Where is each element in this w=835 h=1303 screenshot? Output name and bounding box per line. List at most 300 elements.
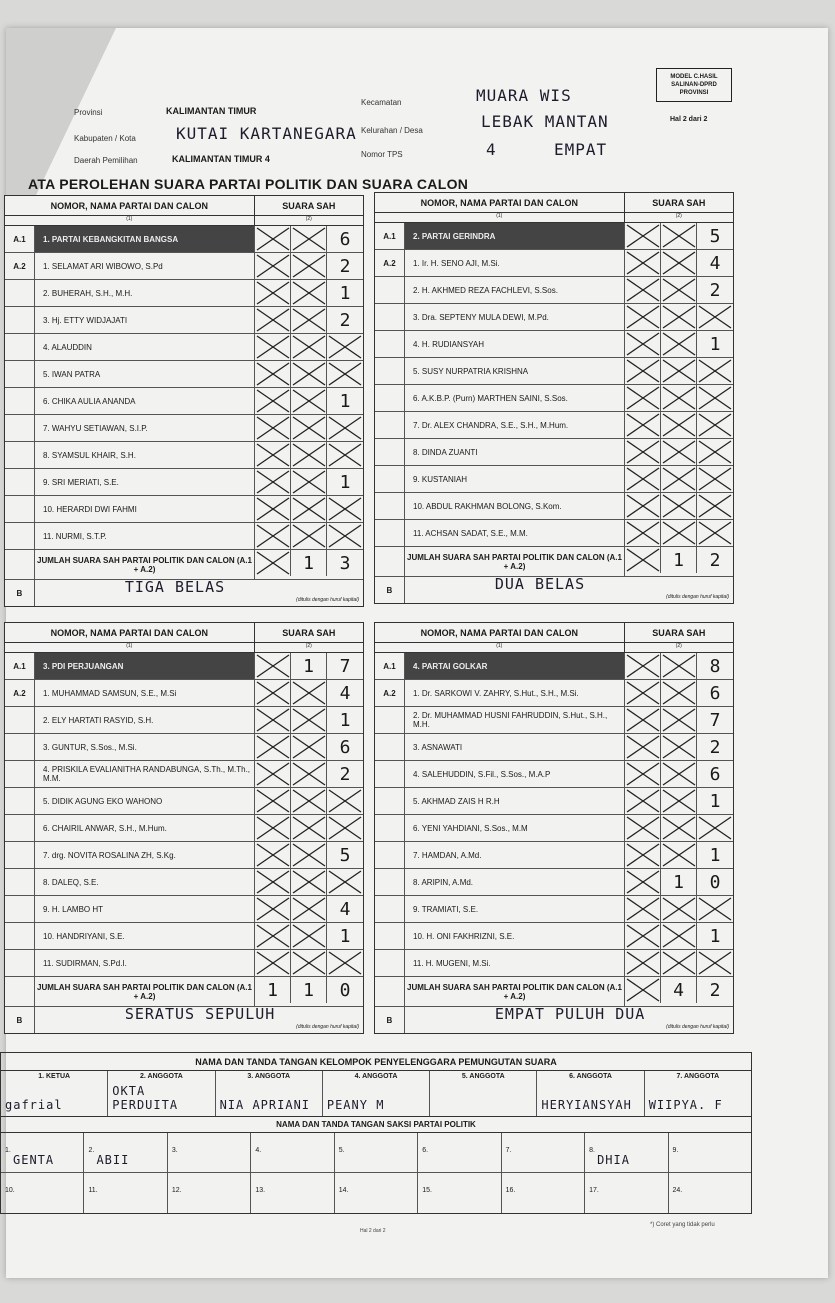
words-row <box>5 1007 363 1033</box>
kpps-member <box>430 1071 537 1116</box>
vote-cell <box>697 869 733 895</box>
vote-cell <box>327 469 363 495</box>
col-votes-header: SUARA SAH <box>254 623 363 642</box>
member-role: 5. ANGGOTA <box>461 1073 505 1080</box>
witness-number: 7. <box>505 1147 512 1154</box>
total-label: JUMLAH SUARA SAH PARTAI POLITIK DAN CALON (A.1 + A.2) <box>405 977 625 1006</box>
row-code <box>375 331 405 357</box>
candidate-name: 9. H. LAMBO HT <box>35 896 255 922</box>
candidate-row <box>5 361 363 388</box>
vote-digit: 4 <box>339 682 351 704</box>
vote-digit: 0 <box>339 979 351 1001</box>
witness-cell <box>168 1173 251 1213</box>
witness-number: 1. <box>5 1147 11 1154</box>
vote-cell <box>327 707 363 733</box>
vote-cell <box>327 680 363 706</box>
vote-cell <box>661 466 697 492</box>
vote-cell <box>661 223 697 249</box>
candidate-row <box>5 950 363 977</box>
witness-signature: DHIA <box>597 1153 630 1167</box>
vote-cell <box>291 923 327 949</box>
vote-cell <box>661 815 697 841</box>
vote-digit: 1 <box>709 790 721 812</box>
vote-cell <box>327 788 363 814</box>
row-code: A.2 <box>5 253 35 279</box>
row-code: B <box>375 1007 405 1033</box>
candidate-name: 2. Dr. MUHAMMAD HUSNI FAHRUDDIN, S.Hut., S.H., M.H. <box>405 707 625 733</box>
vote-cell <box>625 547 661 573</box>
vote-cell <box>291 896 327 922</box>
tps-number: 4 <box>486 140 497 159</box>
vote-cell <box>661 950 697 976</box>
row-code <box>5 280 35 306</box>
vote-digit: 1 <box>709 844 721 866</box>
witness-number: 4. <box>255 1147 262 1154</box>
vote-cell <box>327 869 363 895</box>
vote-cell <box>291 707 327 733</box>
kpps-member <box>645 1071 751 1116</box>
col-index: (2) <box>624 213 733 222</box>
vote-digit: 1 <box>339 282 351 304</box>
witness-signature: ABII <box>96 1153 130 1167</box>
party-panel <box>374 192 734 604</box>
witness-number: 9. <box>672 1147 679 1154</box>
row-code <box>5 869 35 895</box>
col-index: (1) <box>126 216 133 222</box>
witness-number: 14. <box>338 1187 349 1194</box>
footer-note: *) Coret yang tidak perlu <box>650 1222 715 1228</box>
vote-cell <box>327 550 363 576</box>
candidate-name: 4. PRISKILA EVALIANITHA RANDABUNGA, S.Th., M.Th., M.M. <box>35 761 255 787</box>
vote-cell <box>661 520 697 546</box>
candidate-name: 11. ACHSAN SADAT, S.E., M.M. <box>405 520 625 546</box>
vote-digit: 5 <box>709 225 721 247</box>
witness-cell <box>251 1133 334 1172</box>
vote-cell <box>625 653 661 679</box>
candidate-row <box>375 869 733 896</box>
words-row <box>375 1007 733 1033</box>
kpps-members <box>1 1071 751 1117</box>
candidate-name: 4. ALAUDDIN <box>35 334 255 360</box>
vote-cell <box>291 334 327 360</box>
witness-number: 15. <box>422 1187 432 1194</box>
candidate-row <box>5 923 363 950</box>
vote-cell <box>255 442 291 468</box>
candidate-name: 9. TRAMIATI, S.E. <box>405 896 625 922</box>
row-code <box>375 439 405 465</box>
vote-cell <box>661 493 697 519</box>
vote-cell <box>661 788 697 814</box>
vote-cell <box>697 493 733 519</box>
candidate-row <box>5 496 363 523</box>
candidate-row <box>375 734 733 761</box>
vote-cell <box>327 442 363 468</box>
vote-cell <box>255 307 291 333</box>
candidate-name: 5. SUSY NURPATRIA KRISHNA <box>405 358 625 384</box>
row-code: A.1 <box>375 223 405 249</box>
vote-cell <box>661 977 697 1003</box>
witness-number: 2. <box>88 1147 95 1154</box>
vote-cell <box>661 412 697 438</box>
col-index: (1) <box>496 643 503 649</box>
witness-cell <box>585 1133 668 1172</box>
candidate-name: 11. H. MUGENI, M.Si. <box>405 950 625 976</box>
vote-digit: 1 <box>709 925 721 947</box>
row-code <box>375 277 405 303</box>
vote-cell <box>625 707 661 733</box>
vote-cell <box>291 550 327 576</box>
candidate-row <box>5 253 363 280</box>
candidate-name: 1. MUHAMMAD SAMSUN, S.E., M.Si <box>35 680 255 706</box>
vote-digit: 7 <box>339 655 351 677</box>
party-row <box>375 653 733 680</box>
witness-cell <box>168 1133 251 1172</box>
vote-cell <box>255 334 291 360</box>
candidate-name: 7. drg. NOVITA ROSALINA ZH, S.Kg. <box>35 842 255 868</box>
witness-cell <box>418 1133 501 1172</box>
vote-cell <box>291 226 327 252</box>
candidate-name: 9. SRI MERIATI, S.E. <box>35 469 255 495</box>
candidate-row <box>375 250 733 277</box>
vote-cell <box>291 280 327 306</box>
candidate-name: 2. BUHERAH, S.H., M.H. <box>35 280 255 306</box>
vote-cell <box>255 226 291 252</box>
witness-row-1 <box>1 1133 751 1173</box>
vote-cell <box>291 523 327 549</box>
vote-cell <box>255 707 291 733</box>
candidate-name: 3. Dra. SEPTENY MULA DEWI, M.Pd. <box>405 304 625 330</box>
vote-digit: 2 <box>709 279 721 301</box>
vote-cell <box>625 412 661 438</box>
row-code <box>375 788 405 814</box>
party-name: 3. PDI PERJUANGAN <box>35 653 255 679</box>
vote-cell <box>697 223 733 249</box>
dapil-value: KALIMANTAN TIMUR 4 <box>172 154 270 164</box>
vote-digit: 1 <box>303 655 314 677</box>
vote-cell <box>255 361 291 387</box>
party-panel <box>4 622 364 1034</box>
candidate-name: 11. SUDIRMAN, S.Pd.I. <box>35 950 255 976</box>
words-note: (ditulis dengan huruf kapital) <box>296 1024 359 1030</box>
candidate-row <box>5 523 363 550</box>
witness-number: 6. <box>422 1147 429 1154</box>
candidate-name: 8. DINDA ZUANTI <box>405 439 625 465</box>
vote-cell <box>697 466 733 492</box>
tps-words: EMPAT <box>554 140 608 159</box>
tps-label: Nomor TPS <box>361 150 403 159</box>
row-code <box>375 412 405 438</box>
col-votes-header: SUARA SAH <box>624 623 733 642</box>
row-code <box>375 707 405 733</box>
footer-page: Hal 2 dari 2 <box>360 1228 386 1234</box>
witness-cell <box>502 1173 585 1213</box>
candidate-row <box>375 412 733 439</box>
vote-cell <box>327 950 363 976</box>
vote-cell <box>255 896 291 922</box>
vote-cell <box>255 761 291 787</box>
row-code <box>5 842 35 868</box>
row-code <box>5 469 35 495</box>
candidate-name: 2. H. AKHMED REZA FACHLEVI, S.Sos. <box>405 277 625 303</box>
vote-cell <box>697 331 733 357</box>
vote-cell <box>255 469 291 495</box>
kelurahan-value: LEBAK MANTAN <box>481 112 609 131</box>
vote-cell <box>661 761 697 787</box>
vote-digit: 1 <box>339 925 351 947</box>
vote-digit: 1 <box>339 390 351 412</box>
vote-digit: 1 <box>303 979 314 1001</box>
col-index: (2) <box>254 643 363 652</box>
vote-cell <box>697 842 733 868</box>
vote-cell <box>625 223 661 249</box>
vote-digit: 3 <box>339 552 351 574</box>
candidate-row <box>5 388 363 415</box>
party-panel <box>374 622 734 1034</box>
signature-section <box>0 1052 752 1214</box>
row-code <box>5 707 35 733</box>
vote-cell <box>327 977 363 1003</box>
row-code <box>5 761 35 787</box>
vote-cell <box>291 361 327 387</box>
candidate-row <box>5 307 363 334</box>
vote-cell <box>661 331 697 357</box>
vote-cell <box>291 469 327 495</box>
vote-cell <box>327 334 363 360</box>
candidate-row <box>5 334 363 361</box>
witness-cell <box>335 1173 418 1213</box>
row-code <box>375 950 405 976</box>
candidate-name: 7. WAHYU SETIAWAN, S.I.P. <box>35 415 255 441</box>
candidate-row <box>375 842 733 869</box>
witness-number: 11. <box>88 1187 98 1194</box>
total-row <box>375 977 733 1007</box>
vote-cell <box>327 415 363 441</box>
candidate-name: 10. H. ONI FAKHRIZNI, S.E. <box>405 923 625 949</box>
words-note: (ditulis dengan huruf kapital) <box>296 597 359 603</box>
vote-cell <box>661 680 697 706</box>
candidate-row <box>375 815 733 842</box>
vote-cell <box>255 842 291 868</box>
vote-cell <box>697 412 733 438</box>
words-row <box>375 577 733 603</box>
vote-cell <box>625 977 661 1003</box>
col-index: (1) <box>496 213 503 219</box>
member-signature: HERYIANSYAH <box>541 1098 632 1112</box>
row-code: A.1 <box>5 653 35 679</box>
vote-cell <box>625 439 661 465</box>
words-row <box>5 580 363 606</box>
candidate-name: 6. CHAIRIL ANWAR, S.H., M.Hum. <box>35 815 255 841</box>
witness-cell <box>1 1173 84 1213</box>
candidate-name: 7. HAMDAN, A.Md. <box>405 842 625 868</box>
vote-cell <box>255 950 291 976</box>
kpps-member <box>323 1071 430 1116</box>
row-code <box>375 493 405 519</box>
party-panel <box>4 195 364 607</box>
vote-digit: 4 <box>709 252 721 274</box>
vote-cell <box>625 385 661 411</box>
candidate-row <box>5 896 363 923</box>
vote-digit: 2 <box>709 549 721 571</box>
vote-cell <box>255 653 291 679</box>
kabupaten-value: KUTAI KARTANEGARA <box>176 124 357 143</box>
candidate-row <box>5 280 363 307</box>
vote-cell <box>625 680 661 706</box>
vote-cell <box>625 761 661 787</box>
witness-cell <box>84 1173 167 1213</box>
vote-cell <box>327 523 363 549</box>
row-code <box>375 923 405 949</box>
candidate-row <box>375 466 733 493</box>
member-signature: NIA APRIANI <box>219 1098 311 1112</box>
witness-cell <box>669 1133 751 1172</box>
vote-cell <box>697 277 733 303</box>
member-role: 3. ANGGOTA <box>247 1073 291 1080</box>
vote-digit: 2 <box>339 309 351 331</box>
witness-cell <box>251 1173 334 1213</box>
candidate-name: 1. Dr. SARKOWI V. ZAHRY, S.Hut., S.H., M.Si. <box>405 680 625 706</box>
vote-cell <box>291 950 327 976</box>
vote-cell <box>327 388 363 414</box>
party-name: 4. PARTAI GOLKAR <box>405 653 625 679</box>
row-code <box>5 977 35 1006</box>
col-name-header: NOMOR, NAMA PARTAI DAN CALON <box>50 627 208 638</box>
total-row <box>5 550 363 580</box>
kecamatan-value: MUARA WIS <box>476 86 572 105</box>
vote-cell <box>697 788 733 814</box>
candidate-row <box>375 331 733 358</box>
witness-cell <box>335 1133 418 1172</box>
member-role: 2. ANGGOTA <box>140 1073 183 1080</box>
kabupaten-label: Kabupaten / Kota <box>74 134 136 143</box>
vote-cell <box>625 869 661 895</box>
vote-digit: 1 <box>267 979 278 1001</box>
col-votes-header: SUARA SAH <box>254 196 363 215</box>
member-role: 1. KETUA <box>38 1073 71 1080</box>
witness-number: 24. <box>672 1187 683 1194</box>
vote-digit: 1 <box>709 333 721 355</box>
member-role: 7. ANGGOTA <box>676 1073 720 1080</box>
vote-digit: 0 <box>709 871 721 893</box>
vote-cell <box>327 307 363 333</box>
col-index: (1) <box>126 643 133 649</box>
vote-cell <box>327 361 363 387</box>
row-code <box>375 304 405 330</box>
candidate-row <box>375 896 733 923</box>
candidate-row <box>5 469 363 496</box>
row-code <box>5 815 35 841</box>
candidate-name: 1. SELAMAT ARI WIBOWO, S.Pd <box>35 253 255 279</box>
vote-cell <box>625 250 661 276</box>
vote-cell <box>255 788 291 814</box>
witness-number: 13. <box>255 1187 266 1194</box>
candidate-name: 5. DIDIK AGUNG EKO WAHONO <box>35 788 255 814</box>
candidate-row <box>5 761 363 788</box>
witness-number: 5. <box>338 1147 345 1154</box>
vote-cell <box>625 923 661 949</box>
total-in-words: EMPAT PULUH DUA <box>494 1005 646 1023</box>
vote-cell <box>697 385 733 411</box>
witness-cell <box>502 1133 585 1172</box>
total-label: JUMLAH SUARA SAH PARTAI POLITIK DAN CALON (A.1 + A.2) <box>35 550 255 579</box>
member-role: 6. ANGGOTA <box>569 1073 612 1080</box>
vote-cell <box>291 815 327 841</box>
vote-cell <box>255 415 291 441</box>
vote-digit: 4 <box>673 979 684 1001</box>
vote-digit: 2 <box>339 763 351 785</box>
col-votes-header: SUARA SAH <box>624 193 733 212</box>
total-in-words: DUA BELAS <box>494 575 586 593</box>
candidate-row <box>375 761 733 788</box>
vote-cell <box>255 734 291 760</box>
vote-cell <box>661 869 697 895</box>
vote-cell <box>661 707 697 733</box>
candidate-name: 6. A.K.B.P. (Purn) MARTHEN SAINI, S.Sos. <box>405 385 625 411</box>
row-code: B <box>5 1007 35 1033</box>
vote-cell <box>291 842 327 868</box>
vote-cell <box>291 496 327 522</box>
party-row <box>5 226 363 253</box>
candidate-row <box>375 385 733 412</box>
witness-cell <box>418 1173 501 1213</box>
witness-cell <box>669 1173 751 1213</box>
total-row <box>375 547 733 577</box>
row-code <box>5 442 35 468</box>
kecamatan-label: Kecamatan <box>361 98 402 107</box>
vote-digit: 2 <box>339 255 351 277</box>
vote-digit: 4 <box>339 898 351 920</box>
vote-cell <box>291 442 327 468</box>
candidate-name: 8. ARIPIN, A.Md. <box>405 869 625 895</box>
vote-cell <box>291 869 327 895</box>
vote-cell <box>255 977 291 1003</box>
vote-cell <box>291 307 327 333</box>
vote-cell <box>255 280 291 306</box>
candidate-name: 11. NURMI, S.T.P. <box>35 523 255 549</box>
vote-cell <box>661 923 697 949</box>
row-code <box>5 415 35 441</box>
candidate-row <box>375 680 733 707</box>
row-code: B <box>375 577 405 603</box>
kelurahan-label: Kelurahan / Desa <box>361 126 423 135</box>
vote-cell <box>255 680 291 706</box>
witness-title: NAMA DAN TANDA TANGAN SAKSI PARTAI POLITIK <box>1 1117 751 1133</box>
candidate-name: 10. HERARDI DWI FAHMI <box>35 496 255 522</box>
witness-number: 8. <box>589 1147 595 1154</box>
row-code <box>375 520 405 546</box>
total-in-words: SERATUS SEPULUH <box>124 1005 276 1023</box>
row-code <box>5 734 35 760</box>
vote-cell <box>255 815 291 841</box>
vote-cell <box>697 439 733 465</box>
vote-cell <box>697 923 733 949</box>
row-code <box>5 896 35 922</box>
candidate-name: 9. KUSTANIAH <box>405 466 625 492</box>
vote-cell <box>255 496 291 522</box>
kpps-member <box>216 1071 323 1116</box>
member-signature: gafrial <box>5 1098 63 1112</box>
row-code <box>375 815 405 841</box>
vote-digit: 1 <box>339 471 351 493</box>
candidate-row <box>5 680 363 707</box>
kpps-member <box>108 1071 215 1116</box>
row-code <box>375 761 405 787</box>
vote-cell <box>625 331 661 357</box>
row-code <box>5 950 35 976</box>
vote-cell <box>625 788 661 814</box>
vote-cell <box>291 253 327 279</box>
kpps-member <box>537 1071 644 1116</box>
